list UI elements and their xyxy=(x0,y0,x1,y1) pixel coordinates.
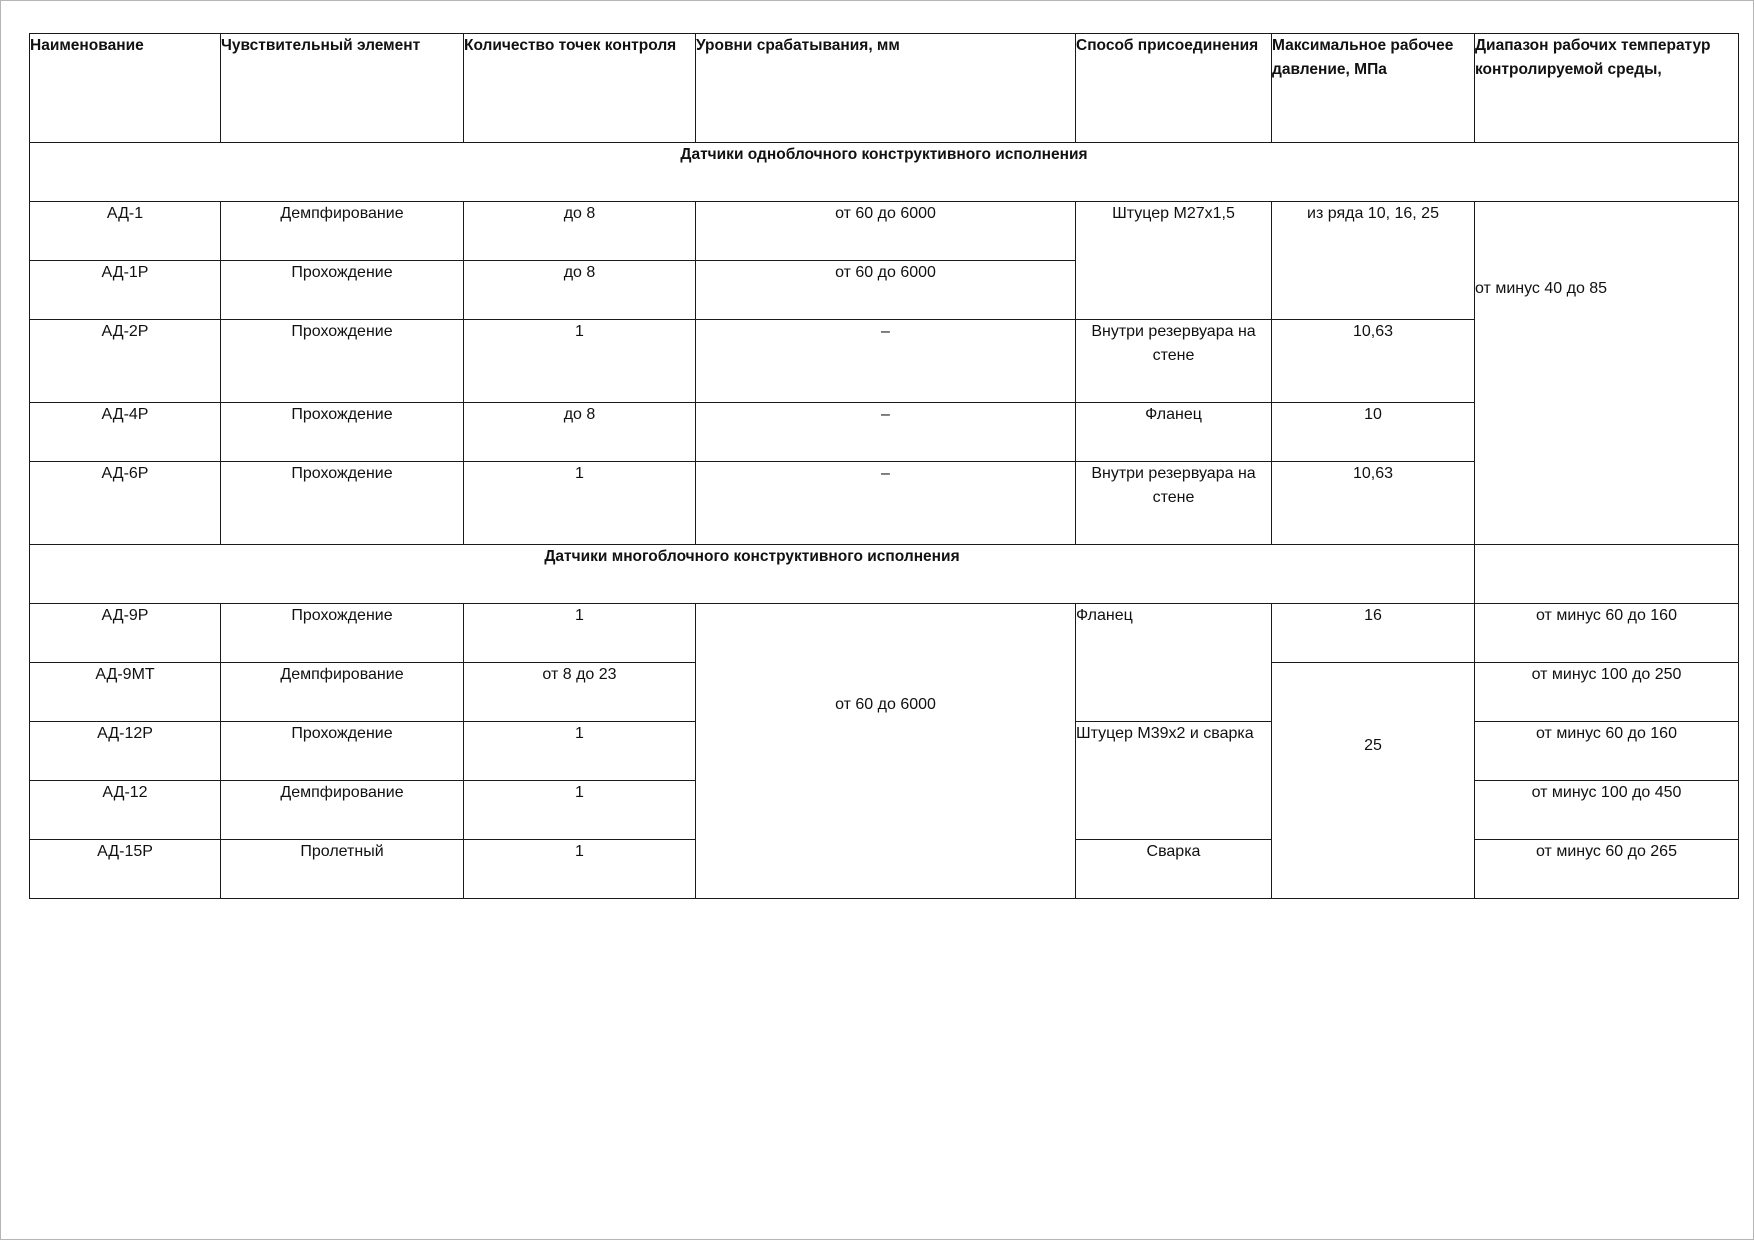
cell-pressure: 10,63 xyxy=(1272,462,1475,545)
cell-temperature: от минус 100 до 250 xyxy=(1475,663,1739,722)
cell-element: Прохождение xyxy=(221,604,464,663)
cell-element: Прохождение xyxy=(221,261,464,320)
header-points: Количество точек контроля xyxy=(464,34,696,143)
cell-element: Прохождение xyxy=(221,722,464,781)
section-title-row xyxy=(30,545,1739,604)
cell-connection: Внутри резервуара на стене xyxy=(1076,462,1272,545)
section-1-title: Датчики одноблочного конструктивного исполнения xyxy=(30,143,1739,202)
cell-connection: Фланец xyxy=(1076,403,1272,462)
cell-pressure: 10,63 xyxy=(1272,320,1475,403)
cell-pressure-shared: 25 xyxy=(1272,663,1475,899)
cell-element: Демпфирование xyxy=(221,202,464,261)
cell-connection: Внутри резервуара на стене xyxy=(1076,320,1272,403)
cell-levels: – xyxy=(696,403,1076,462)
cell-connection-flange: Фланец xyxy=(1076,604,1272,722)
cell-temperature: от минус 60 до 265 xyxy=(1475,840,1739,899)
section-2-title: Датчики многоблочного конструктивного исполнения xyxy=(30,545,1475,604)
cell-element: Демпфирование xyxy=(221,781,464,840)
cell-points: от 8 до 23 xyxy=(464,663,696,722)
section-title-row xyxy=(30,143,1739,202)
cell-name: АД-6Р xyxy=(30,462,221,545)
cell-element: Демпфирование xyxy=(221,663,464,722)
cell-connection-fitting: Штуцер М39х2 и сварка xyxy=(1076,722,1272,840)
header-temperature: Диапазон рабочих температур контролируемой среды, xyxy=(1475,34,1739,143)
cell-points: до 8 xyxy=(464,202,696,261)
table-row xyxy=(30,604,1739,663)
header-pressure: Максимальное рабочее давление, МПа xyxy=(1272,34,1475,143)
sensor-spec-table xyxy=(29,33,1739,899)
cell-element: Прохождение xyxy=(221,462,464,545)
cell-name: АД-4Р xyxy=(30,403,221,462)
cell-pressure: 10 xyxy=(1272,403,1475,462)
cell-points: 1 xyxy=(464,320,696,403)
cell-pressure-shared: из ряда 10, 16, 25 xyxy=(1272,202,1475,320)
cell-name: АД-15Р xyxy=(30,840,221,899)
cell-temperature: от минус 60 до 160 xyxy=(1475,722,1739,781)
cell-name: АД-2Р xyxy=(30,320,221,403)
cell-temperature-shared: от минус 40 до 85 xyxy=(1475,202,1739,545)
cell-name: АД-12Р xyxy=(30,722,221,781)
cell-points: до 8 xyxy=(464,261,696,320)
cell-temperature: от минус 60 до 160 xyxy=(1475,604,1739,663)
cell-levels: – xyxy=(696,462,1076,545)
cell-levels: от 60 до 6000 xyxy=(696,261,1076,320)
section-2-empty-cell xyxy=(1475,545,1739,604)
cell-name: АД-9МТ xyxy=(30,663,221,722)
cell-levels: от 60 до 6000 xyxy=(696,202,1076,261)
cell-name: АД-9Р xyxy=(30,604,221,663)
cell-name: АД-1Р xyxy=(30,261,221,320)
header-levels: Уровни срабатывания, мм xyxy=(696,34,1076,143)
header-element: Чувствительный элемент xyxy=(221,34,464,143)
cell-connection: Сварка xyxy=(1076,840,1272,899)
cell-connection-shared: Штуцер М27х1,5 xyxy=(1076,202,1272,320)
header-row xyxy=(30,34,1739,143)
cell-element: Прохождение xyxy=(221,320,464,403)
header-connection: Способ присоединения xyxy=(1076,34,1272,143)
cell-points: 1 xyxy=(464,722,696,781)
cell-points: 1 xyxy=(464,840,696,899)
cell-points: 1 xyxy=(464,462,696,545)
cell-levels-shared: от 60 до 6000 xyxy=(696,604,1076,899)
cell-pressure: 16 xyxy=(1272,604,1475,663)
cell-points: 1 xyxy=(464,781,696,840)
cell-element: Прохождение xyxy=(221,403,464,462)
cell-temperature: от минус 100 до 450 xyxy=(1475,781,1739,840)
cell-element: Пролетный xyxy=(221,840,464,899)
table-row xyxy=(30,202,1739,261)
cell-name: АД-1 xyxy=(30,202,221,261)
cell-points: до 8 xyxy=(464,403,696,462)
cell-levels: – xyxy=(696,320,1076,403)
header-name: Наименование xyxy=(30,34,221,143)
cell-points: 1 xyxy=(464,604,696,663)
cell-name: АД-12 xyxy=(30,781,221,840)
